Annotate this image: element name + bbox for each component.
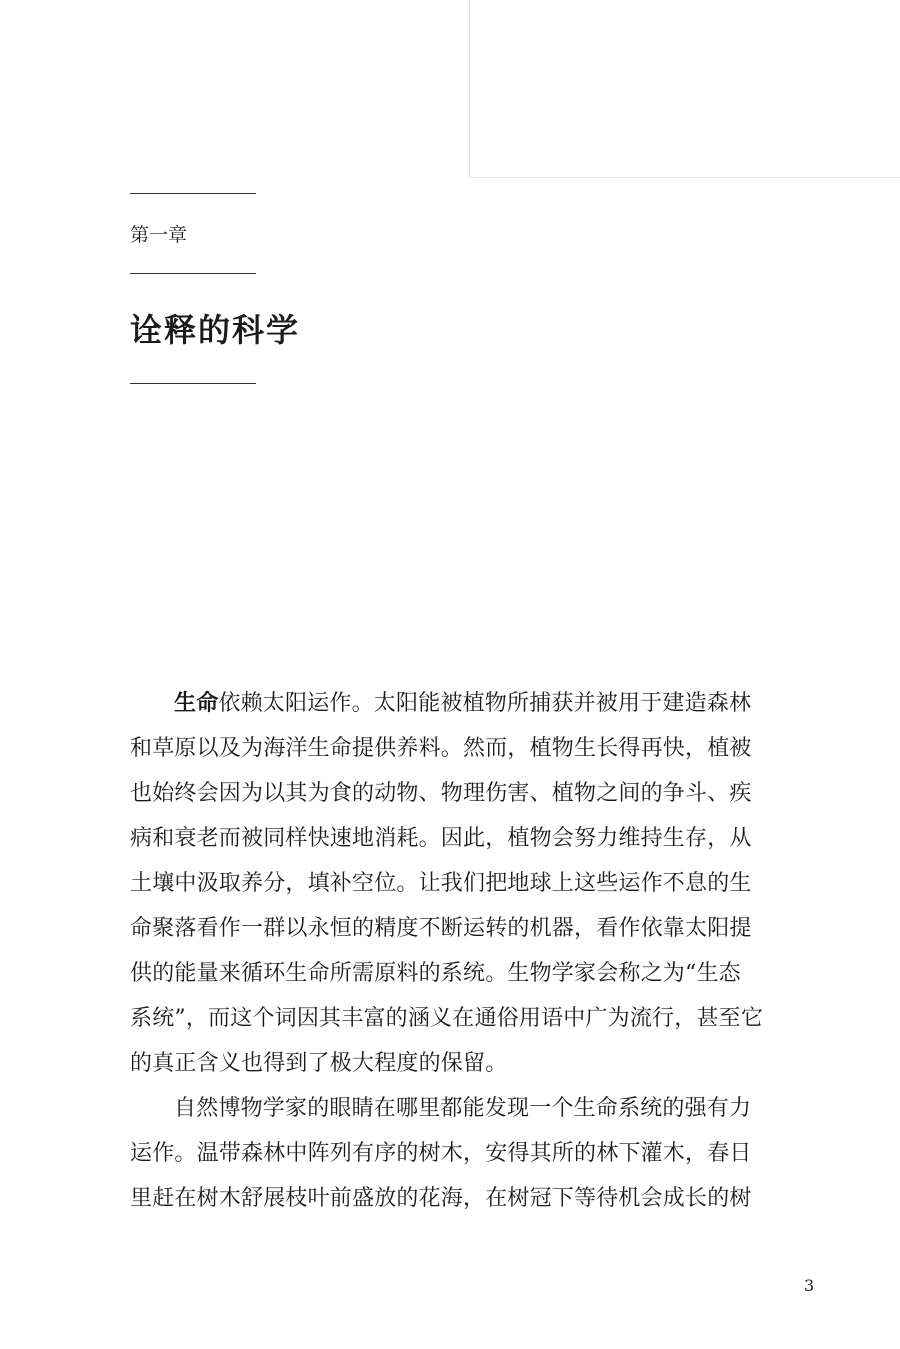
bottom-rule: [130, 383, 256, 384]
paragraph-1-line: 的真正含义也得到了极大程度的保留。: [130, 1051, 508, 1076]
paragraph-1-line: 供的能量来循环生命所需原料的系统。生物学家会称之为“生态: [130, 961, 741, 986]
page-number: 3: [804, 1276, 815, 1295]
paragraph-1-line: 系统”，而这个词因其丰富的涵义在通俗用语中广为流行，甚至它: [130, 1006, 764, 1031]
chapter-label: 第一章: [130, 224, 188, 246]
lead-word: 生命: [174, 691, 219, 716]
paragraph-1-line: 也始终会因为以其为食的动物、物理伤害、植物之间的争斗、疾: [130, 781, 752, 806]
paragraph-2-line: 运作。温带森林中阵列有序的树木，安得其所的林下灌木，春日: [130, 1141, 752, 1166]
middle-rule: [130, 273, 256, 274]
body-text: [130, 684, 770, 1224]
corner-frame: [469, 0, 900, 178]
paragraph-1-line: [130, 684, 770, 729]
top-rule: [130, 193, 256, 194]
chapter-title: 诠释的科学: [130, 311, 301, 349]
paragraph-1-line: 病和衰老而被同样快速地消耗。因此，植物会努力维持生存，从: [130, 826, 752, 851]
paragraph-1-line: 命聚落看作一群以永恒的精度不断运转的机器，看作依靠太阳提: [130, 916, 752, 941]
line-text: 依赖太阳运作。太阳能被植物所捕获并被用于建造森林: [218, 691, 752, 716]
paragraph-2-line: 自然博物学家的眼睛在哪里都能发现一个生命系统的强有力: [174, 1096, 752, 1121]
paragraph-2-line: 里赶在树木舒展枝叶前盛放的花海，在树冠下等待机会成长的树: [130, 1186, 752, 1211]
paragraph-1-line: 土壤中汲取养分，填补空位。让我们把地球上这些运作不息的生: [130, 871, 752, 896]
paragraph-1-line: 和草原以及为海洋生命提供养料。然而，植物生长得再快，植被: [130, 736, 752, 761]
